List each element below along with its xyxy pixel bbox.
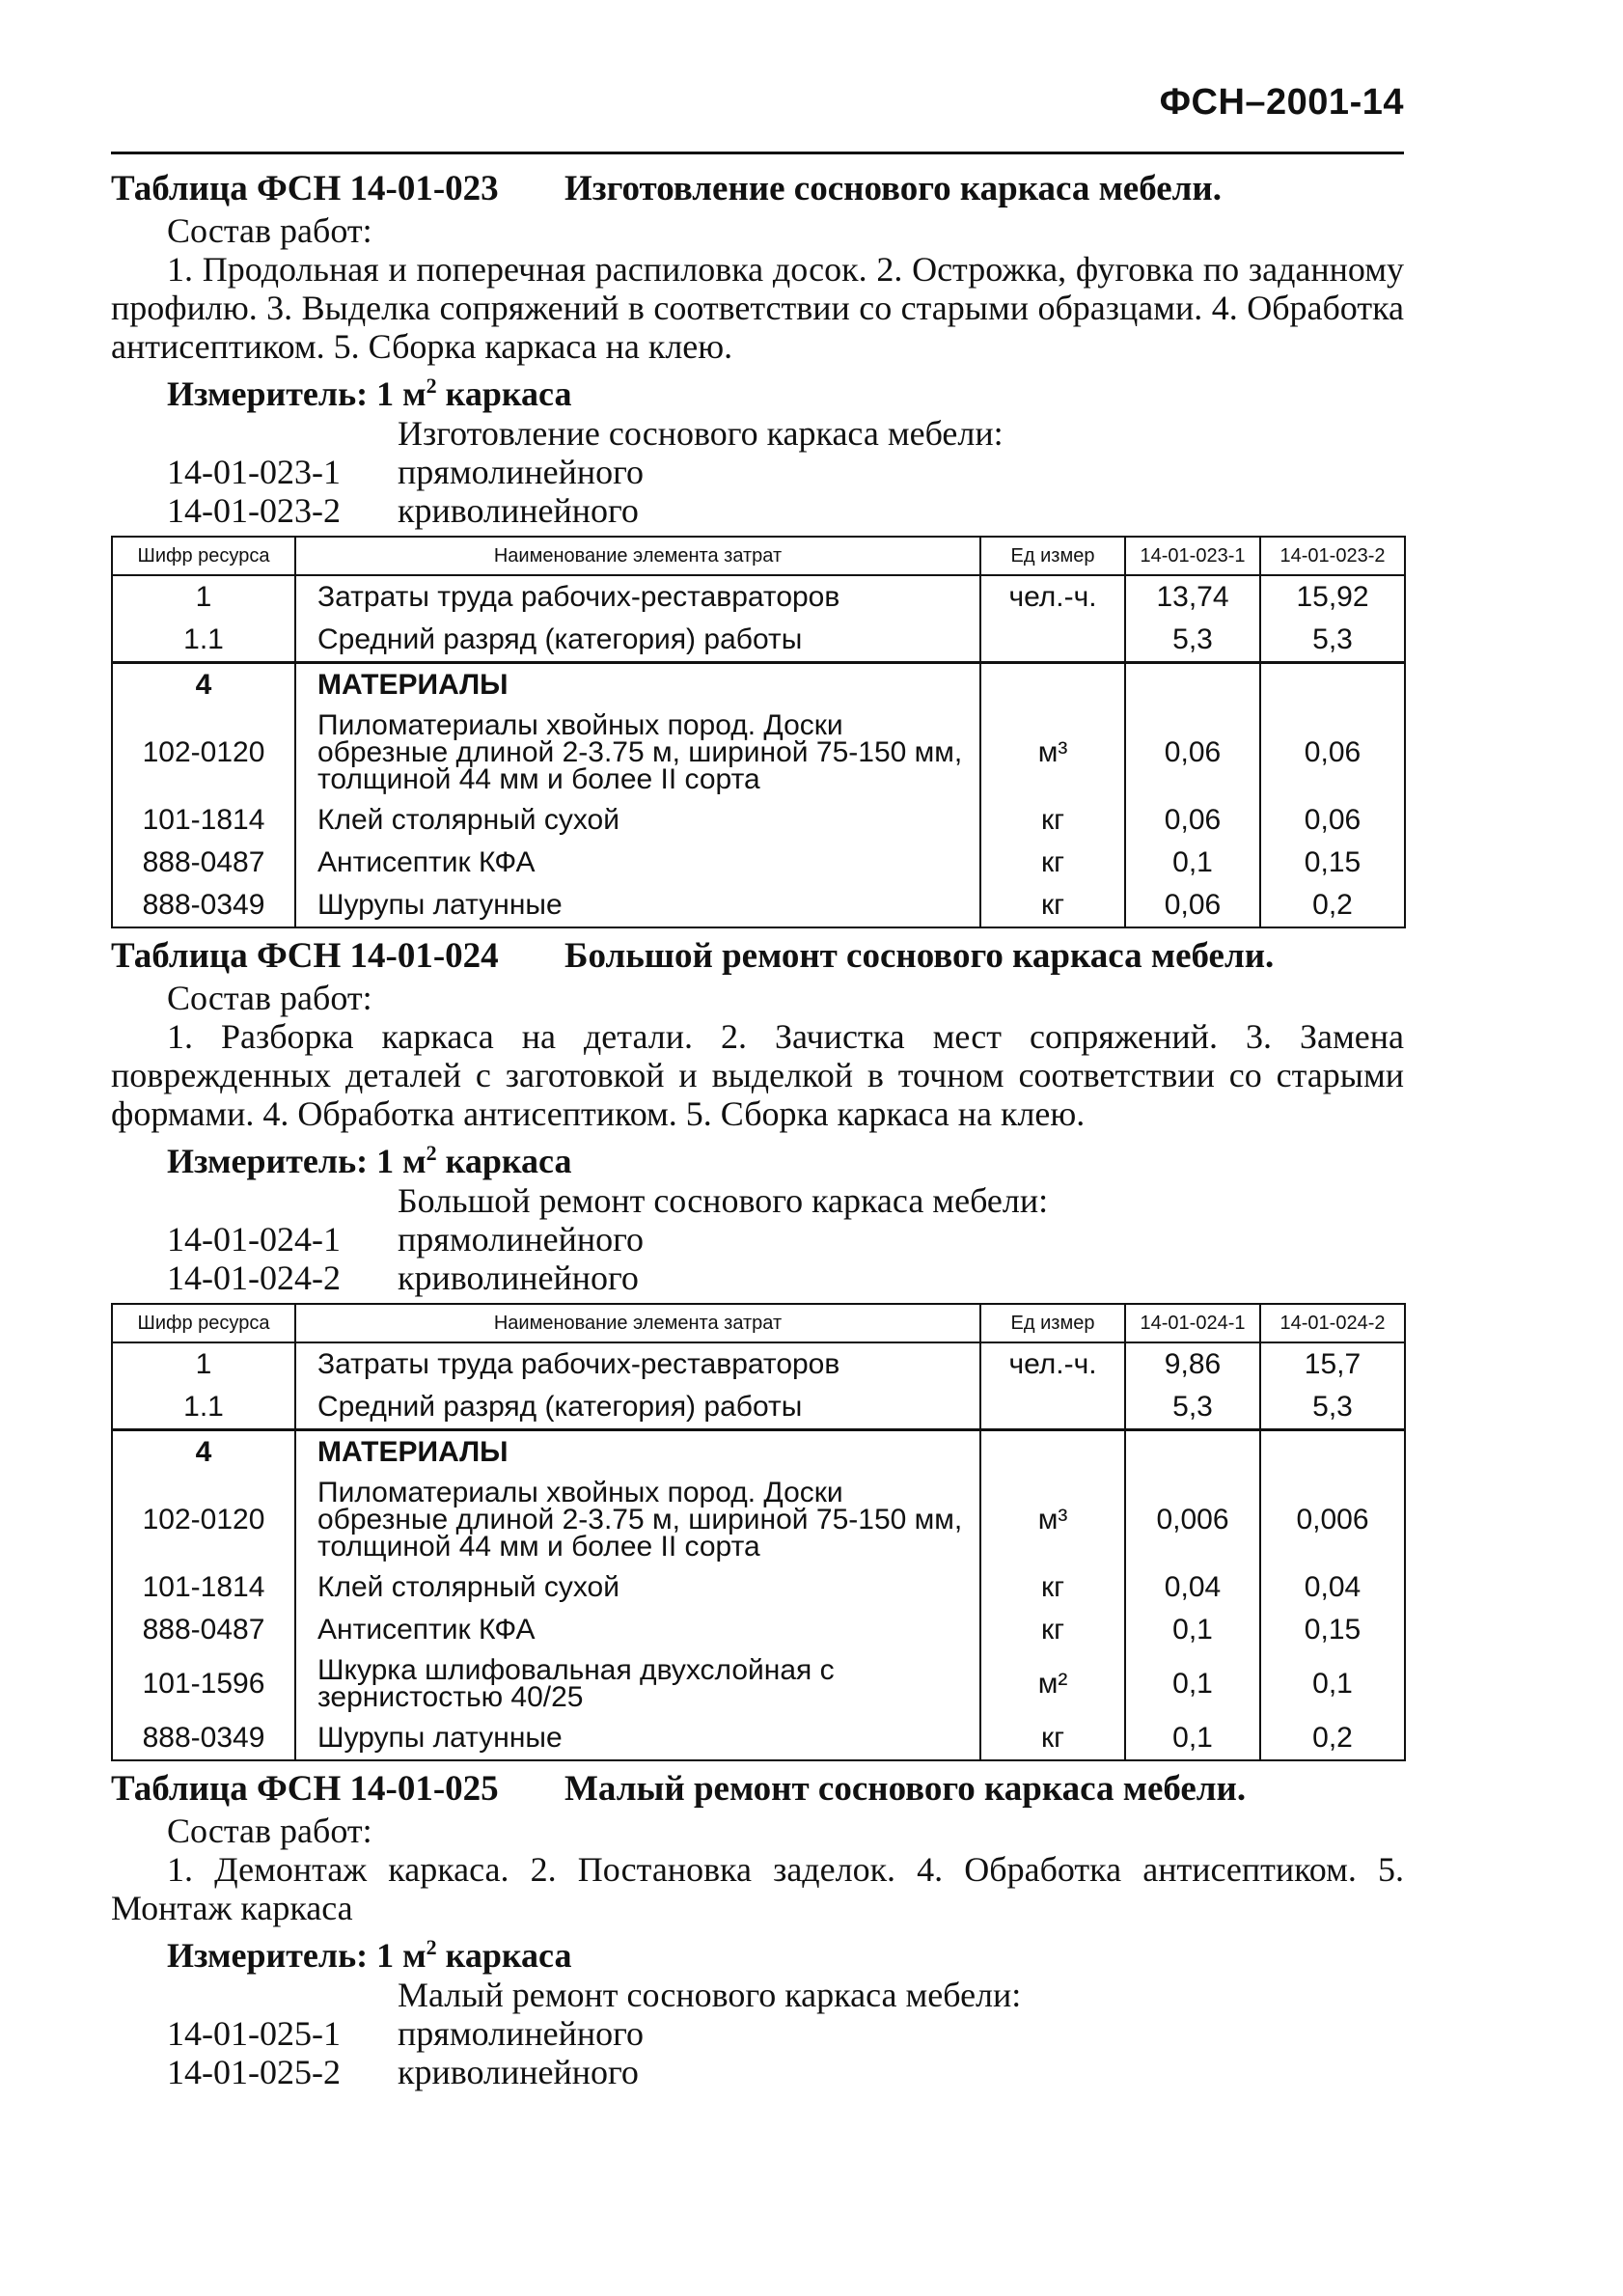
table-cell: 101-1814 [112,1566,295,1609]
text-fragment: Измеритель: 1 м [167,1936,426,1975]
composition-text: 1. Демонтаж каркаса. 2. Постановка заделок. 4. Обработка антисептиком. 5. Монтаж каркаса [111,1850,1404,1927]
table-cell: Клей столярный сухой [295,1566,980,1609]
table-cell: 4 [112,663,295,707]
variant-row [111,2053,1404,2091]
variant-row [111,2014,1404,2053]
section-title-line [111,934,1404,979]
table-row [112,799,1405,842]
table-cell: 0,2 [1260,1717,1405,1760]
table-cell: 15,92 [1260,575,1405,619]
text-fragment: криволинейного [398,2053,639,2091]
table-cell: 101-1814 [112,799,295,842]
composition-text: 1. Разборка каркаса на детали. 2. Зачистка мест сопряжений. 3. Замена поврежденных деталей с заготовкой и выделкой в точном соответствии со старыми формами. 4. Обработка антисептиком. 5. Сборка каркаса на клею. [111,1017,1404,1133]
variants-title: Малый ремонт соснового каркаса мебели: [398,1976,1022,2014]
table-cell: кг [980,1717,1125,1760]
norms-table [111,1303,1406,1761]
section-title-line [111,167,1404,211]
table-cell [1260,663,1405,707]
table-cell: 4 [112,1430,295,1475]
header-variant-2: 14-01-024-2 [1260,1304,1405,1342]
text-fragment: 14-01-025-2 [167,2053,341,2091]
measure-unit [111,366,1404,414]
table-cell: 1.1 [112,619,295,663]
table-cell: 5,3 [1260,1386,1405,1430]
table-cell: Антисептик КФА [295,842,980,884]
section-title: Малый ремонт соснового каркаса мебели. [564,1769,1247,1809]
table-cell: 0,006 [1260,1474,1405,1566]
header-variant-1: 14-01-024-1 [1125,1304,1260,1342]
text-fragment: 14-01-024-2 [167,1259,341,1297]
text-fragment: 2 [426,1935,437,1959]
table-cell: 5,3 [1125,619,1260,663]
table-cell: 0,06 [1125,799,1260,842]
section-14-01-023 [111,167,1404,928]
table-row [112,663,1405,707]
table-cell: 5,3 [1260,619,1405,663]
table-cell: кг [980,842,1125,884]
table-cell: 888-0349 [112,1717,295,1760]
composition-heading: Состав работ: [167,1812,372,1850]
header-code: Шифр ресурса [112,1304,295,1342]
section-title: Изготовление соснового каркаса мебели. [564,169,1222,208]
text-fragment: каркаса [436,374,572,413]
table-row [112,575,1405,619]
table-cell: 0,1 [1260,1651,1405,1717]
table-cell: кг [980,884,1125,927]
table-cell: 0,04 [1260,1566,1405,1609]
table-cell: 102-0120 [112,706,295,799]
section-title-line [111,1767,1404,1812]
table-cell: Средний разряд (категория) работы [295,1386,980,1430]
table-row [112,706,1405,799]
table-cell: Клей столярный сухой [295,799,980,842]
table-cell: 0,04 [1125,1566,1260,1609]
table-row [112,1566,1405,1609]
header-rule [111,152,1404,154]
table-cell: 1 [112,1342,295,1386]
table-row [112,1609,1405,1651]
table-cell: 0,1 [1125,1651,1260,1717]
table-cell: кг [980,1609,1125,1651]
table-code: Таблица ФСН 14-01-024 [111,936,499,976]
table-code: Таблица ФСН 14-01-023 [111,169,499,208]
table-cell [980,663,1125,707]
table-cell: чел.-ч. [980,575,1125,619]
header-name: Наименование элемента затрат [295,537,980,575]
text-fragment: 14-01-023-1 [167,453,341,491]
measure-unit [111,1133,1404,1181]
text-fragment: 14-01-023-2 [167,491,341,530]
table-cell: 0,2 [1260,884,1405,927]
table-row [112,1474,1405,1566]
table-cell: Шурупы латунные [295,1717,980,1760]
table-row [112,1430,1405,1475]
header-unit: Ед измер [980,537,1125,575]
page-code: ФСН–2001-14 [1159,82,1404,123]
table-cell: 0,06 [1125,884,1260,927]
text-fragment: 2 [426,373,437,398]
variant-row [111,1259,1404,1297]
table-cell [1260,1430,1405,1475]
text-fragment: криволинейного [398,1259,639,1297]
text-fragment: прямолинейного [398,453,645,491]
table-cell: 15,7 [1260,1342,1405,1386]
table-cell: 0,15 [1260,1609,1405,1651]
table-cell: 888-0487 [112,1609,295,1651]
table-cell: 0,1 [1125,1717,1260,1760]
table-row [112,842,1405,884]
table-cell: 0,15 [1260,842,1405,884]
header-variant-2: 14-01-023-2 [1260,537,1405,575]
header-name: Наименование элемента затрат [295,1304,980,1342]
composition-heading: Состав работ: [167,979,372,1017]
text-fragment: прямолинейного [398,1220,645,1259]
variant-row [111,453,1404,491]
table-cell: Пиломатериалы хвойных пород. Доски обрезные длиной 2-3.75 м, шириной 75-150 мм, толщиной 44 мм и более II сорта [295,1474,980,1566]
text-fragment: прямолинейного [398,2014,645,2053]
table-cell: 0,06 [1125,706,1260,799]
section-title: Большой ремонт соснового каркаса мебели. [564,936,1275,976]
table-row [112,1717,1405,1760]
table-cell: МАТЕРИАЛЫ [295,663,980,707]
table-cell: 888-0487 [112,842,295,884]
table-cell [980,1386,1125,1430]
table-row [112,1651,1405,1717]
table-cell: Антисептик КФА [295,1609,980,1651]
table-cell: Затраты труда рабочих-реставраторов [295,575,980,619]
table-cell: 1.1 [112,1386,295,1430]
table-cell: 0,1 [1125,1609,1260,1651]
table-cell: 5,3 [1125,1386,1260,1430]
text-fragment: 2 [426,1141,437,1165]
table-cell: кг [980,1566,1125,1609]
variants-title: Изготовление соснового каркаса мебели: [398,414,1004,453]
table-cell: 13,74 [1125,575,1260,619]
text-fragment: каркаса [436,1936,572,1975]
table-cell: чел.-ч. [980,1342,1125,1386]
header-variant-1: 14-01-023-1 [1125,537,1260,575]
text-fragment: каркаса [436,1142,572,1180]
variants-title: Большой ремонт соснового каркаса мебели: [398,1181,1049,1220]
section-14-01-024 [111,934,1404,1761]
table-cell: 9,86 [1125,1342,1260,1386]
header-code: Шифр ресурса [112,537,295,575]
variant-row [111,491,1404,530]
table-cell: 0,06 [1260,706,1405,799]
table-cell [1125,663,1260,707]
table-cell: Средний разряд (категория) работы [295,619,980,663]
table-cell: м³ [980,706,1125,799]
text-fragment: Измеритель: 1 м [167,1142,426,1180]
table-cell [980,619,1125,663]
text-fragment: 14-01-024-1 [167,1220,341,1259]
table-row [112,1342,1405,1386]
table-row [112,619,1405,663]
variant-row [111,1220,1404,1259]
table-cell: 0,1 [1125,842,1260,884]
table-cell: м² [980,1651,1125,1717]
table-cell: Затраты труда рабочих-реставраторов [295,1342,980,1386]
content-flow [111,167,1404,2091]
text-fragment: 14-01-025-1 [167,2014,341,2053]
table-cell: Пиломатериалы хвойных пород. Доски обрезные длиной 2-3.75 м, шириной 75-150 мм, толщиной 44 мм и более II сорта [295,706,980,799]
table-cell: МАТЕРИАЛЫ [295,1430,980,1475]
text-fragment: криволинейного [398,491,639,530]
table-cell: Шурупы латунные [295,884,980,927]
composition-text: 1. Продольная и поперечная распиловка досок. 2. Острожка, фуговка по заданному профилю. 3. Выделка сопряжений в соответствии со старыми образцами. 4. Обработка антисептиком. 5. Сборка каркаса на клею. [111,250,1404,366]
text-fragment: Измеритель: 1 м [167,374,426,413]
table-cell [980,1430,1125,1475]
table-row [112,884,1405,927]
norms-table [111,536,1406,928]
section-14-01-025 [111,1767,1404,2091]
table-cell: 101-1596 [112,1651,295,1717]
table-cell: 1 [112,575,295,619]
table-cell: м³ [980,1474,1125,1566]
table-cell: 888-0349 [112,884,295,927]
table-cell: кг [980,799,1125,842]
table-cell: 0,006 [1125,1474,1260,1566]
table-cell [1125,1430,1260,1475]
table-cell: 0,06 [1260,799,1405,842]
composition-heading: Состав работ: [167,211,372,250]
table-cell: 102-0120 [112,1474,295,1566]
header-unit: Ед измер [980,1304,1125,1342]
measure-unit [111,1927,1404,1976]
table-cell: Шкурка шлифовальная двухслойная с зернистостью 40/25 [295,1651,980,1717]
table-row [112,1386,1405,1430]
table-code: Таблица ФСН 14-01-025 [111,1769,499,1809]
